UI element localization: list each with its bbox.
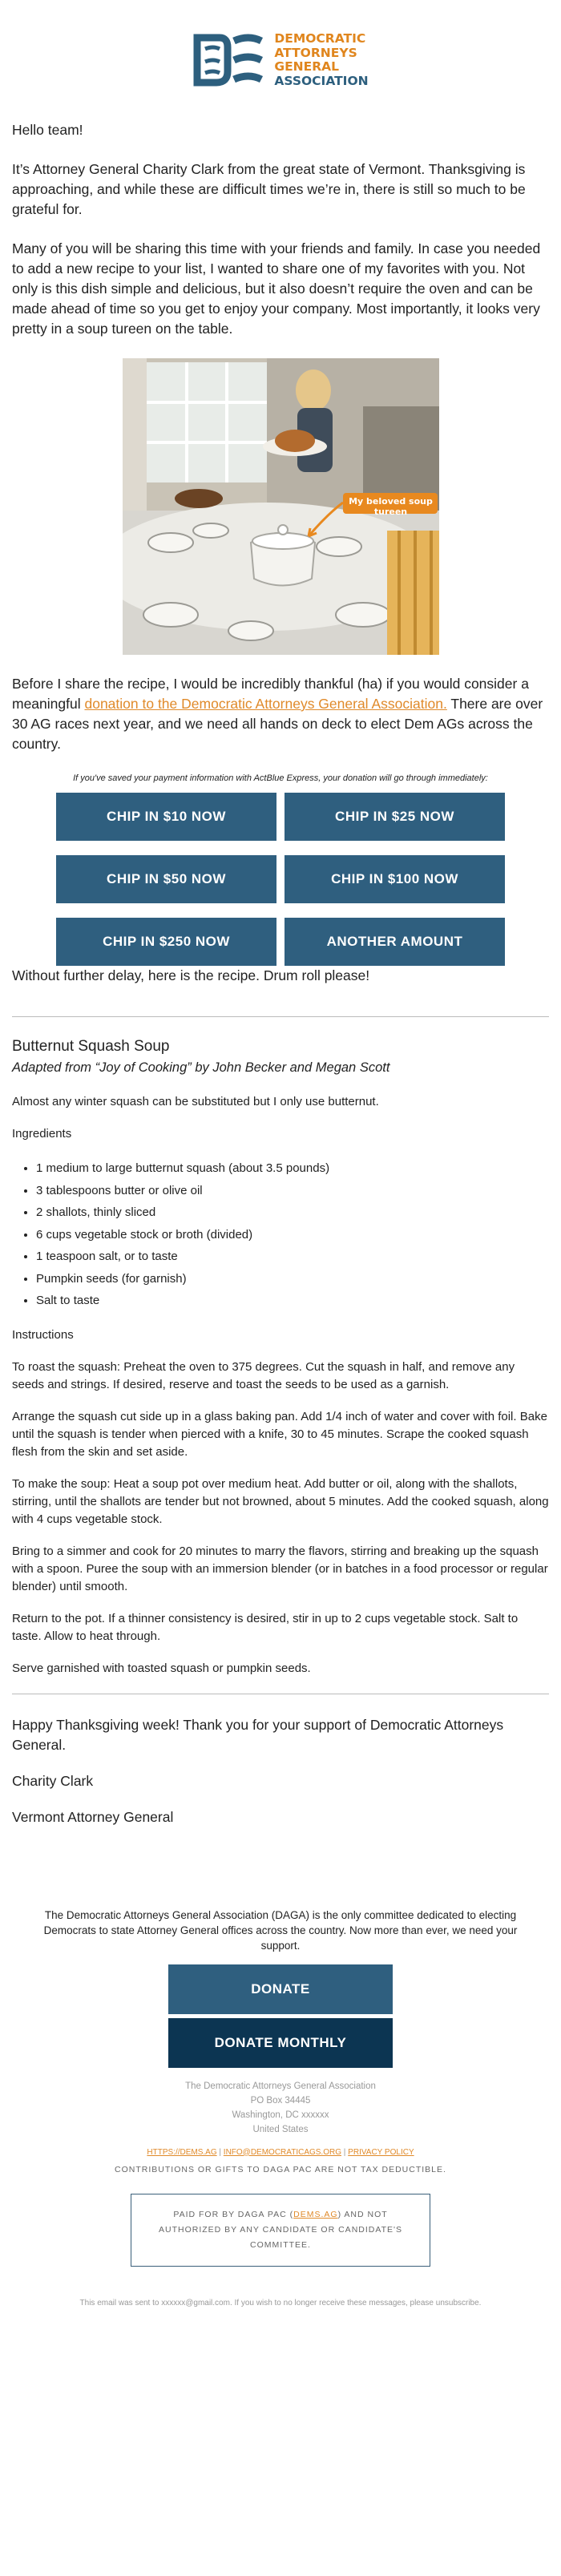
paid-text: PAID FOR BY DAGA PAC (: [173, 2209, 294, 2219]
logo-wordmark: [274, 32, 368, 88]
footer: [0, 1908, 561, 2307]
mailing-address: [0, 2079, 561, 2137]
list-item: • Salt to taste: [36, 1290, 549, 1312]
tax-disclaimer: CONTRIBUTIONS OR GIFTS TO DAGA PAC ARE NOT TAX DEDUCTIBLE.: [115, 2164, 446, 2174]
signature-block: [12, 1715, 549, 1827]
intro-paragraph: It’s Attorney General Charity Clark from the great state of Vermont. Thanksgiving is approaching, and while these are difficult times we’re in, there is still so much to be grateful for.: [12, 161, 526, 217]
logo-line: ASSOCIATION: [274, 73, 369, 88]
separator: |: [219, 2147, 224, 2157]
instruction-step: To roast the squash: Preheat the oven to 375 degrees. Cut the squash in half, and remove any seeds and strings. If desired, reserve and toast the seeds to be used as a garnish.: [12, 1359, 515, 1391]
ingredients-list: [12, 1157, 549, 1312]
daga-flag-icon: [192, 31, 264, 89]
chip-in-25-button[interactable]: CHIP IN $25 NOW: [285, 793, 505, 841]
divider: [12, 1016, 549, 1017]
recipe-note: Almost any winter squash can be substituted but I only use butternut.: [12, 1095, 379, 1108]
unsubscribe-note[interactable]: This email was sent to xxxxxx@gmail.com. If you wish to no longer receive these messages, please unsubscribe.: [79, 2298, 482, 2307]
list-item: • 6 cups vegetable stock or broth (divided): [36, 1224, 549, 1246]
logo-line: ATTORNEYS: [274, 45, 357, 60]
address-line: United States: [252, 2124, 309, 2134]
instruction-step: Bring to a simmer and cook for 20 minutes to marry the flavors, stirring and breaking up the squash with a spoon. Puree the soup with an immersion blender (or in batches in a food processor or regular blender) until smooth.: [12, 1544, 548, 1593]
list-item: • 1 teaspoon salt, or to taste: [36, 1246, 549, 1268]
list-item: • 3 tablespoons butter or olive oil: [36, 1180, 549, 1202]
logo-line: DEMOCRATIC: [274, 31, 366, 46]
dems-ag-link[interactable]: DEMS.AG: [293, 2209, 338, 2219]
chip-in-50-button[interactable]: CHIP IN $50 NOW: [56, 855, 276, 903]
donate-button[interactable]: DONATE: [168, 1964, 393, 2014]
signer-title: Vermont Attorney General: [12, 1808, 174, 1825]
privacy-policy-link[interactable]: PRIVACY POLICY: [348, 2147, 414, 2157]
thanksgiving-table-photo: [123, 358, 439, 655]
paid-for-disclaimer: [131, 2194, 430, 2267]
photo-container: [12, 358, 549, 655]
address-line: PO Box 34445: [250, 2095, 311, 2106]
donation-ask-paragraph: [12, 674, 549, 754]
donation-link[interactable]: donation to the Democratic Attorneys General Association.: [84, 696, 447, 712]
instruction-step: Arrange the squash cut side up in a glass baking pan. Add 1/4 inch of water and cover with foil. Bake until the squash is tender when pierced with a knife, 30 to 45 minutes. Scrape the cooked squash flesh from the skin and set aside.: [12, 1409, 547, 1459]
ingredients-heading: Ingredients: [12, 1127, 72, 1141]
instruction-step: Return to the pot. If a thinner consistency is desired, stir in up to 2 cups vegetable stock. Salt to taste. Allow to heat through.: [12, 1611, 519, 1643]
drumroll-text: Without further delay, here is the recipe. Drum roll please!: [12, 967, 370, 983]
address-line: The Democratic Attorneys General Association: [185, 2081, 376, 2091]
photo-label: My beloved soup tureen: [349, 496, 433, 517]
closing-thanks: Happy Thanksgiving week! Thank you for your support of Democratic Attorneys General.: [12, 1716, 504, 1753]
recipe-subtitle: Adapted from “Joy of Cooking” by John Becker and Megan Scott: [12, 1060, 390, 1075]
list-item: • 1 medium to large butternut squash (about 3.5 pounds): [36, 1157, 549, 1180]
instruction-step: To make the soup: Heat a soup pot over medium heat. Add butter or oil, along with the shallots, stirring, until the shallots are tender but not browned, about 5 minutes. Add the cooked squash, along with 4 cups vegetable stock.: [12, 1476, 549, 1526]
list-item: • 2 shallots, thinly sliced: [36, 1201, 549, 1224]
donate-monthly-button[interactable]: DONATE MONTHLY: [168, 2018, 393, 2068]
chip-in-10-button[interactable]: CHIP IN $10 NOW: [56, 793, 276, 841]
header: [0, 0, 561, 120]
ask-text: Before I share the recipe, I would be incredibly thankful (ha) if you would consider a meaningful: [12, 676, 529, 712]
chip-in-250-button[interactable]: CHIP IN $250 NOW: [56, 918, 276, 966]
recipe-title: Butternut Squash Soup: [12, 1038, 170, 1055]
daga-logo[interactable]: [192, 31, 368, 89]
logo-line: GENERAL: [274, 59, 340, 74]
separator: |: [343, 2147, 349, 2157]
signer-name: Charity Clark: [12, 1772, 94, 1789]
greeting: Hello team!: [12, 122, 83, 138]
chip-in-100-button[interactable]: CHIP IN $100 NOW: [285, 855, 505, 903]
footer-intro: The Democratic Attorneys General Association (DAGA) is the only committee dedicated to electing Democrats to state Attorney General offices across the country. Now more than ever, we need your support.: [43, 1908, 518, 1952]
chip-in-buttons: [56, 793, 505, 966]
website-link[interactable]: HTTPS://DEMS.AG: [147, 2147, 217, 2157]
ask-text: There are over 30 AG races next year, and we need all hands on deck to elect Dem AGs across the country.: [12, 696, 543, 752]
list-item: • Pumpkin seeds (for garnish): [36, 1268, 549, 1290]
recipe-intro-paragraph: Many of you will be sharing this time with your friends and family. In case you needed to add a new recipe to your list, I wanted to share one of my favorites with you. Not only is this dish simple and delicious, but it also doesn’t require the oven and can be made ahead of time so you get to enjoy your company. Most importantly, it looks very pretty in a soup tureen on the table.: [12, 240, 541, 337]
footer-links: [0, 2148, 561, 2157]
email-link[interactable]: INFO@DEMOCRATICAGS.ORG: [223, 2147, 341, 2157]
paid-text: ) AND NOT AUTHORIZED BY ANY CANDIDATE OR CANDIDATE'S COMMITTEE.: [158, 2209, 403, 2250]
instructions-heading: Instructions: [12, 1327, 74, 1342]
another-amount-button[interactable]: ANOTHER AMOUNT: [285, 918, 505, 966]
email-content: [0, 120, 561, 1827]
address-line: Washington, DC xxxxxx: [232, 2110, 329, 2120]
instruction-step: Serve garnished with toasted squash or pumpkin seeds.: [12, 1661, 311, 1675]
actblue-note: If you've saved your payment information with ActBlue Express, your donation will go through immediately:: [73, 773, 488, 783]
